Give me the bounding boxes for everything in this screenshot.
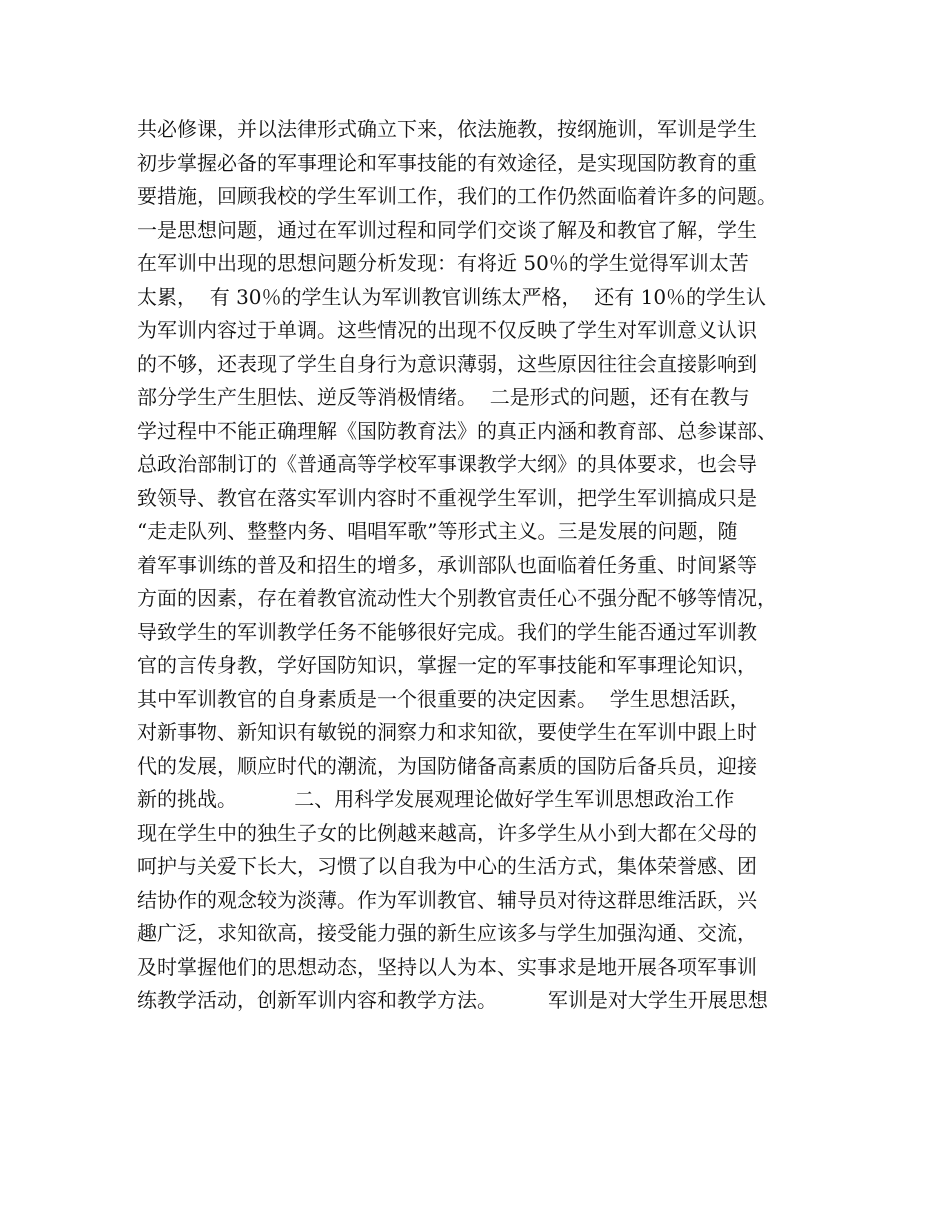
text-line: 着军事训练的普及和招生的增多，承训部队也面临着任务重、时间紧等 xyxy=(137,552,757,577)
text-line: 总政治部制订的《普通高等学校军事课教学大纲》的具体要求，也会导 xyxy=(137,452,757,476)
text-line: 其中军训教官的自身素质是一个很重要的决定因素。 学生思想活跃， xyxy=(137,686,750,711)
text-line: 及时掌握他们的思想动态，坚持以人为本、实事求是地开展各项军事训 xyxy=(137,954,757,979)
text-line: 部分学生产生胆怯、逆反等消极情绪。 二是形式的问题，还有在教与 xyxy=(137,385,750,409)
text-line: 方面的因素，存在着教官流动性大个别教官责任心不强分配不够等情况， xyxy=(137,586,777,610)
text-line: 一是思想问题，通过在军训过程和同学们交谈了解及和教官了解，学生 xyxy=(137,217,757,242)
text-line: 致领导、教官在落实军训内容时不重视学生军训，把学生军训搞成只是 xyxy=(137,485,757,510)
body-text xyxy=(137,113,827,1018)
text-line: 太累， 有 30％的学生认为军训教官训练太严格， 还有 10％的学生认 xyxy=(137,284,767,309)
text-line: 初步掌握必备的军事理论和军事技能的有效途径，是实现国防教育的重 xyxy=(137,150,757,175)
text-line: 趣广泛，求知欲高，接受能力强的新生应该多与学生加强沟通、交流， xyxy=(137,921,757,945)
text-line: 共必修课，并以法律形式确立下来，依法施教，按纲施训，军训是学生 xyxy=(137,117,757,141)
text-line: 结协作的观念较为淡薄。作为军训教官、辅导员对待这群思维活跃，兴 xyxy=(137,887,757,912)
text-line: 呵护与关爱下长大，习惯了以自我为中心的生活方式，集体荣誉感、团 xyxy=(137,854,757,878)
text-line: 对新事物、新知识有敏锐的洞察力和求知欲，要使学生在军训中跟上时 xyxy=(137,720,757,744)
text-line: 的不够，还表现了学生自身行为意识薄弱，这些原因往往会直接影响到 xyxy=(137,351,757,376)
text-line: 新的挑战。 二、用科学发展观理论做好学生军训思想政治工作 xyxy=(137,787,735,811)
text-line: 为军训内容过于单调。这些情况的出现不仅反映了学生对军训意义认识 xyxy=(137,318,757,342)
text-line: 导致学生的军训教学任务不能够很好完成。我们的学生能否通过军训教 xyxy=(137,619,757,644)
text-line: 在军训中出现的思想问题分析发现：有将近 50％的学生觉得军训太苦 xyxy=(137,251,749,275)
text-line: 现在学生中的独生子女的比例越来越高，许多学生从小到大都在父母的 xyxy=(137,820,757,845)
text-line: 代的发展，顺应时代的潮流，为国防储备高素质的国防后备兵员，迎接 xyxy=(137,753,757,778)
text-line: 练教学活动，创新军训内容和教学方法。 军训是对大学生开展思想 xyxy=(137,988,768,1012)
text-line: “走走队列、整整内务、唱唱军歌”等形式主义。三是发展的问题，随 xyxy=(137,519,738,543)
text-line: 要措施，回顾我校的学生军训工作，我们的工作仍然面临着许多的问题。 xyxy=(137,184,777,208)
text-line: 学过程中不能正确理解《国防教育法》的真正内涵和教育部、总参谋部、 xyxy=(137,418,777,443)
text-line: 官的言传身教，学好国防知识，掌握一定的军事技能和军事理论知识， xyxy=(137,653,757,677)
